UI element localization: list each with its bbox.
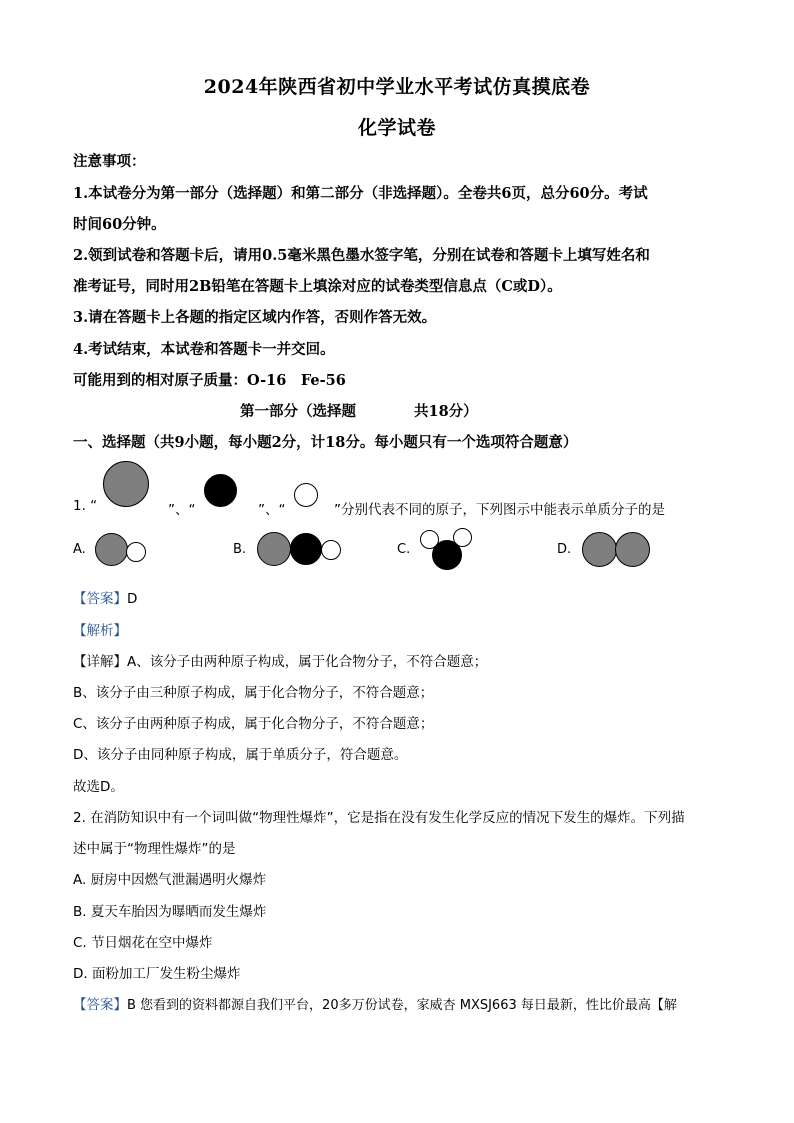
- notice-heading: 注意事项：: [73, 153, 146, 170]
- black-atom-icon: [204, 474, 237, 507]
- q1-separator-1: ”、“: [168, 502, 196, 518]
- q2-option-b: B. 夏天车胎因为曝晒而发生爆炸: [73, 904, 267, 920]
- detail-tag: 【详解】: [73, 654, 127, 670]
- option-d-gray-atom-right-icon: [615, 532, 650, 567]
- q1-analysis-heading: [73, 619, 127, 639]
- notice-item-2-line-1: 2.领到试卷和答题卡后，请用0.5毫米黑色墨水签字笔，分别在试卷和答题卡上填写姓名和: [73, 247, 650, 264]
- atomic-mass-line: 可能用到的相对原子质量：O-16 Fe-56: [73, 372, 346, 389]
- answer-value: D: [127, 591, 138, 607]
- q2-answer: [73, 993, 677, 1013]
- section-heading: 一、选择题（共9小题，每小题2分，计18分。每小题只有一个选项符合题意）: [73, 434, 578, 451]
- q1-detail-a: [73, 650, 487, 670]
- option-c-black-atom-icon: [432, 540, 462, 570]
- q2-option-d: D. 面粉加工厂发生粉尘爆炸: [73, 966, 241, 982]
- notice-item-3: 3.请在答题卡上各题的指定区域内作答，否则作答无效。: [73, 309, 437, 326]
- white-atom-icon: [294, 483, 318, 507]
- q1-option-d-label: D.: [557, 542, 572, 557]
- q1-option-c-label: C.: [397, 542, 411, 557]
- q1-prefix: 1. “: [73, 498, 98, 514]
- option-b-black-atom-icon: [290, 533, 322, 565]
- q1-detail-b: B、该分子由三种原子构成，属于化合物分子，不符合题意；: [73, 685, 434, 701]
- option-d-gray-atom-left-icon: [582, 532, 617, 567]
- detail-a-text: A、该分子由两种原子构成，属于化合物分子，不符合题意；: [127, 654, 488, 670]
- exam-subtitle: 化学试卷: [357, 117, 436, 139]
- q1-detail-d: D、该分子由同种原子构成，属于单质分子，符合题意。: [73, 747, 408, 763]
- q1-option-a-label: A.: [73, 542, 86, 557]
- q2-answer-tag: 【答案】: [73, 997, 127, 1013]
- answer-tag: 【答案】: [73, 591, 127, 607]
- q1-detail-c: C、该分子由两种原子构成，属于化合物分子，不符合题意；: [73, 716, 434, 732]
- option-a-gray-atom-icon: [95, 533, 128, 566]
- option-b-gray-atom-icon: [257, 532, 291, 566]
- notice-item-1-line-2: 时间60分钟。: [73, 216, 166, 233]
- large-gray-atom-icon: [103, 461, 149, 507]
- q2-option-a: A. 厨房中因燃气泄漏遇明火爆炸: [73, 872, 267, 888]
- q2-stem-line-1: 2. 在消防知识中有一个词叫做“物理性爆炸”，它是指在没有发生化学反应的情况下发生的爆炸。下列描: [73, 810, 685, 826]
- option-b-white-atom-icon: [321, 540, 341, 560]
- part1-heading: 第一部分（选择题 共18分）: [240, 403, 478, 420]
- q2-option-c: C. 节日烟花在空中爆炸: [73, 935, 213, 951]
- q1-stem: ”分别代表不同的原子，下列图示中能表示单质分子的是: [334, 502, 665, 518]
- notice-item-2-line-2: 准考证号，同时用2B铅笔在答题卡上填涂对应的试卷类型信息点（C或D）。: [73, 278, 562, 295]
- q2-answer-text: B 您看到的资料都源自我们平台，20多万份试卷，家威杏 MXSJ663 每日最新，性比价最高【解: [127, 998, 677, 1013]
- notice-item-4: 4.考试结束，本试卷和答题卡一并交回。: [73, 341, 335, 358]
- q1-answer: [73, 587, 137, 607]
- analysis-tag: 【解析】: [73, 623, 127, 639]
- q1-option-b-label: B.: [233, 542, 247, 557]
- q1-conclusion: 故选D。: [73, 779, 124, 795]
- exam-title: 2024年陕西省初中学业水平考试仿真摸底卷: [203, 76, 591, 98]
- notice-item-1-line-1: 1.本试卷分为第一部分（选择题）和第二部分（非选择题）。全卷共6页，总分60分。考试: [73, 185, 648, 202]
- option-a-white-atom-icon: [126, 542, 146, 562]
- q2-stem-line-2: 述中属于“物理性爆炸”的是: [73, 841, 236, 857]
- q1-separator-2: ”、“: [258, 502, 286, 518]
